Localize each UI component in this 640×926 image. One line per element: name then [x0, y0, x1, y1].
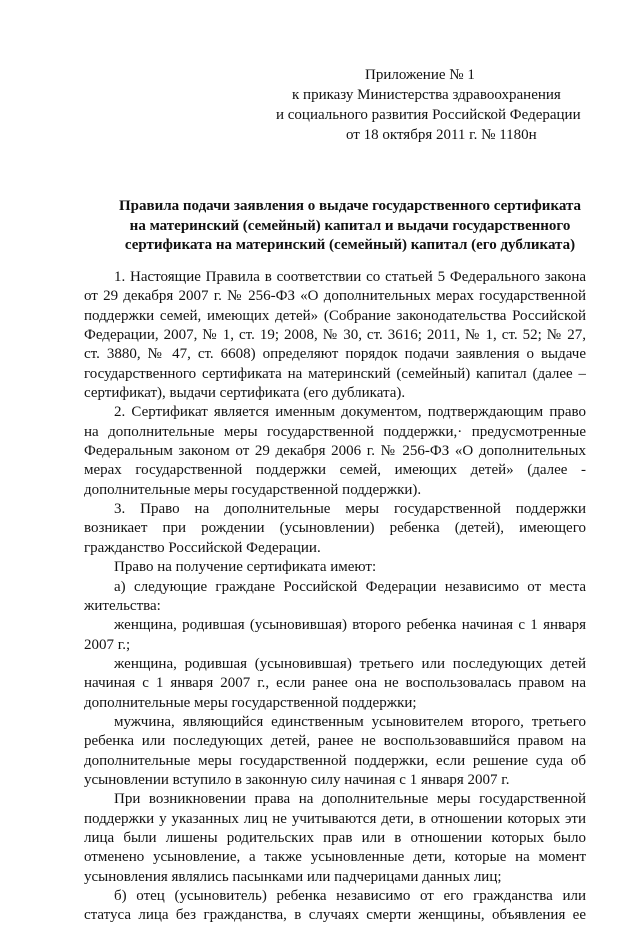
- body-line: от 29 декабря 2007 г. № 256-ФЗ «О дополнительных мерах государственной: [84, 288, 586, 305]
- body-line: женщина, родившая (усыновившая) второго ребенка начиная с 1 января: [114, 617, 586, 634]
- document-title: [60, 197, 640, 256]
- body-line: дополнительные меры государственной поддержки;: [84, 694, 417, 711]
- body-line: усыновления являлись пасынками или падчерицами данных лиц;: [84, 868, 502, 885]
- body-line: возникает при рождении (усыновлении) ребенка (детей), имеющего: [84, 520, 586, 537]
- body-line: дополнительные меры государственной поддержки, если решение суда об: [84, 752, 586, 769]
- body-line: усыновлении вступило в законную силу начиная с 1 января 2007 г.: [84, 771, 510, 788]
- body-line: поддержки у указанных лиц не учитываются дети, в отношении которых эти: [84, 810, 586, 827]
- body-line: отменено усыновление, а также усыновленные дети, которые на момент: [84, 849, 586, 866]
- body-line: Федерации, 2007, № 1, ст. 19; 2008, № 30, ст. 3616; 2011, № 1, ст. 52; № 27,: [84, 327, 586, 344]
- body-line: 2. Сертификат является именным документом, подтверждающим право: [114, 404, 586, 421]
- body-line: на дополнительные меры государственной поддержки,· предусмотренные: [84, 423, 586, 440]
- body-line: ребенка или последующих детей, ранее не воспользовавшийся правом на: [84, 733, 586, 750]
- body-line: сертификат), выдачи сертификата (его дубликата).: [84, 385, 406, 402]
- title-line: Правила подачи заявления о выдаче государственного сертификата: [118, 198, 582, 214]
- body-line: ст. 3880, № 47, ст. 6608) определяют порядок подачи заявления о выдаче: [84, 346, 586, 363]
- body-line: а) следующие граждане Российской Федерации независимо от места: [114, 578, 586, 595]
- body-line: 3. Право на дополнительные меры государственной поддержки: [114, 501, 586, 518]
- body-line: мужчина, являющийся единственным усыновителем второго, третьего: [114, 713, 586, 730]
- body-line: 1. Настоящие Правила в соответствии со статьей 5 Федерального закона: [114, 269, 586, 285]
- body-line: государственного сертификата на материнский (семейный) капитал (далее –: [84, 365, 586, 382]
- body-line: статуса лица без гражданства, в случаях смерти женщины, объявления ее: [84, 907, 586, 924]
- title-line: сертификата на материнский (семейный) капитал (его дубликата): [124, 237, 576, 253]
- body-line: начиная с 1 января 2007 г., если ранее она не воспользовалась правом на: [84, 675, 586, 692]
- body-line: жительства:: [84, 597, 161, 614]
- body-line: лица были лишены родительских прав или в отношении которых было: [84, 829, 586, 846]
- appendix-order-line: к приказу Министерства здравоохранения: [292, 87, 561, 103]
- body-line: дополнительные меры государственной поддержки).: [84, 481, 422, 498]
- body-line: гражданство Российской Федерации.: [84, 539, 321, 556]
- appendix-ministry-line: и социального развития Российской Федерации: [276, 107, 581, 123]
- body-line: поддержки семей, имеющих детей» (Собрание законодательства Российской: [84, 307, 586, 324]
- body-line: Право на получение сертификата имеют:: [114, 559, 377, 576]
- appendix-date-line: от 18 октября 2011 г. № 1180н: [346, 127, 537, 143]
- appendix-number: Приложение № 1: [365, 67, 475, 83]
- body-line: мерах государственной поддержки семей, имеющих детей» (далее -: [84, 462, 586, 479]
- body-line: При возникновении права на дополнительные меры государственной: [114, 791, 586, 808]
- document-body: [84, 268, 586, 926]
- body-line: б) отец (усыновитель) ребенка независимо от его гражданства или: [114, 888, 586, 904]
- body-line: женщина, родившая (усыновившая) третьего или последующих детей: [114, 655, 586, 672]
- body-line: Федеральным законом от 29 декабря 2006 г. № 256-ФЗ «О дополнительных: [84, 443, 586, 460]
- title-line: на материнский (семейный) капитал и выдачи государственного: [129, 217, 571, 234]
- body-line: 2007 г.;: [84, 636, 131, 653]
